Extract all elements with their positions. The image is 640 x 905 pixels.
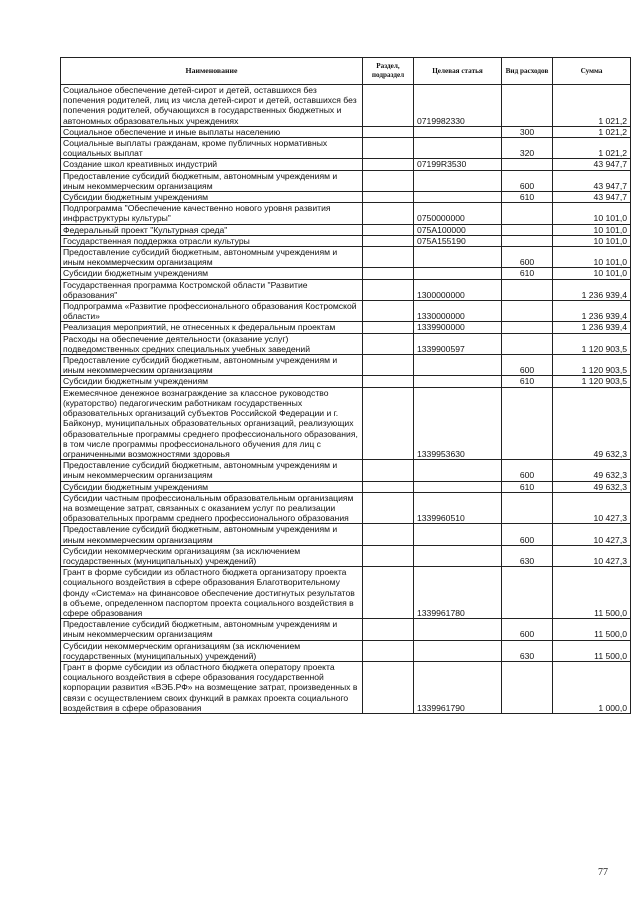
- row-name: Государственная поддержка отрасли культуры: [61, 235, 363, 246]
- row-section: [363, 492, 414, 524]
- row-section: [363, 235, 414, 246]
- table-row: [61, 301, 631, 322]
- row-expense-type: 600: [502, 619, 553, 640]
- row-section: [363, 640, 414, 661]
- row-sum: 49 632,3: [553, 387, 631, 459]
- row-name: Ежемесячное денежное вознаграждение за классное руководство (кураторство) педагогическим работникам государственных образовательных организаций субъектов Российской Федерации и г. Байконур, муниципальных образовательных организаций, реализующих образовательные программы среднего профессионального образования, в том числе программы профессионального обучения для лиц с ограниченными возможностями здоровья: [61, 387, 363, 459]
- row-section: [363, 333, 414, 354]
- row-sum: 10 101,0: [553, 235, 631, 246]
- header-target: Целевая статья: [414, 58, 502, 85]
- row-target-article: [414, 619, 502, 640]
- row-target-article: [414, 460, 502, 481]
- row-sum: 1 021,2: [553, 138, 631, 159]
- row-name: Предоставление субсидий бюджетным, автономным учреждениям и иным некоммерческим организациям: [61, 247, 363, 268]
- row-expense-type: 610: [502, 268, 553, 279]
- row-name: Субсидии некоммерческим организациям (за исключением государственных (муниципальных) учреждений): [61, 640, 363, 661]
- table-row: [61, 524, 631, 545]
- row-sum: 10 427,3: [553, 545, 631, 566]
- row-name: Субсидии бюджетным учреждениям: [61, 481, 363, 492]
- row-expense-type: [502, 322, 553, 333]
- row-sum: 43 947,7: [553, 170, 631, 191]
- row-target-article: [414, 126, 502, 137]
- row-name: Предоставление субсидий бюджетным, автономным учреждениям и иным некоммерческим организациям: [61, 619, 363, 640]
- row-section: [363, 355, 414, 376]
- row-name: Субсидии бюджетным учреждениям: [61, 192, 363, 203]
- row-expense-type: 600: [502, 355, 553, 376]
- row-expense-type: 600: [502, 170, 553, 191]
- row-sum: 1 236 939,4: [553, 279, 631, 300]
- row-section: [363, 322, 414, 333]
- row-section: [363, 192, 414, 203]
- row-section: [363, 224, 414, 235]
- row-expense-type: [502, 661, 553, 713]
- row-name: Предоставление субсидий бюджетным, автономным учреждениям и иным некоммерческим организациям: [61, 524, 363, 545]
- row-sum: 1 120 903,5: [553, 333, 631, 354]
- row-sum: 10 101,0: [553, 224, 631, 235]
- row-target-article: [414, 355, 502, 376]
- row-target-article: [414, 247, 502, 268]
- row-section: [363, 567, 414, 619]
- row-target-article: 0719982330: [414, 85, 502, 127]
- row-expense-type: 630: [502, 545, 553, 566]
- table-row: [61, 492, 631, 524]
- row-target-article: [414, 170, 502, 191]
- row-section: [363, 170, 414, 191]
- row-expense-type: [502, 387, 553, 459]
- table-row: [61, 192, 631, 203]
- row-section: [363, 481, 414, 492]
- row-name: Предоставление субсидий бюджетным, автономным учреждениям и иным некоммерческим организациям: [61, 170, 363, 191]
- row-expense-type: [502, 567, 553, 619]
- row-section: [363, 661, 414, 713]
- row-sum: 10 427,3: [553, 524, 631, 545]
- row-name: Создание школ креативных индустрий: [61, 159, 363, 170]
- row-name: Субсидии частным профессиональным образовательным организациям на возмещение затрат, связанных с оказанием услуг по реализации образовательных программ среднего профессионального образования: [61, 492, 363, 524]
- row-expense-type: [502, 235, 553, 246]
- table-row: [61, 224, 631, 235]
- table-row: [61, 545, 631, 566]
- row-expense-type: 610: [502, 481, 553, 492]
- row-target-article: 1339961780: [414, 567, 502, 619]
- table-row: [61, 376, 631, 387]
- row-name: Социальные выплаты гражданам, кроме публичных нормативных социальных выплат: [61, 138, 363, 159]
- row-target-article: [414, 481, 502, 492]
- row-target-article: [414, 545, 502, 566]
- row-name: Предоставление субсидий бюджетным, автономным учреждениям и иным некоммерческим организациям: [61, 355, 363, 376]
- row-sum: 10 101,0: [553, 247, 631, 268]
- table-row: [61, 661, 631, 713]
- row-sum: 1 236 939,4: [553, 301, 631, 322]
- budget-table: [60, 57, 631, 714]
- row-expense-type: [502, 85, 553, 127]
- row-name: Федеральный проект "Культурная среда": [61, 224, 363, 235]
- row-target-article: 075A100000: [414, 224, 502, 235]
- row-name: Реализация мероприятий, не отнесенных к федеральным проектам: [61, 322, 363, 333]
- row-target-article: 07199R3530: [414, 159, 502, 170]
- row-sum: 49 632,3: [553, 481, 631, 492]
- row-sum: 1 000,0: [553, 661, 631, 713]
- row-sum: 11 500,0: [553, 567, 631, 619]
- row-expense-type: [502, 492, 553, 524]
- row-expense-type: [502, 159, 553, 170]
- table-row: [61, 268, 631, 279]
- row-name: Государственная программа Костромской области "Развитие образования": [61, 279, 363, 300]
- header-name: Наименование: [61, 58, 363, 85]
- row-target-article: [414, 640, 502, 661]
- row-name: Грант в форме субсидии из областного бюджета оператору проекта социального воздействия в сфере образования государственной корпорации развития «ВЭБ.РФ» на возмещение затрат, произведенных в связи с осуществлением своих функций в рамках проекта социального воздействия в сфере образования: [61, 661, 363, 713]
- row-section: [363, 279, 414, 300]
- row-name: Подпрограмма «Развитие профессионального образования Костромской области»: [61, 301, 363, 322]
- budget-document: [60, 57, 630, 714]
- row-section: [363, 268, 414, 279]
- row-sum: 1 021,2: [553, 85, 631, 127]
- table-body: [61, 85, 631, 714]
- row-name: Предоставление субсидий бюджетным, автономным учреждениям и иным некоммерческим организациям: [61, 460, 363, 481]
- row-name: Подпрограмма "Обеспечение качественно нового уровня развития инфраструктуры культуры": [61, 203, 363, 224]
- table-row: [61, 460, 631, 481]
- row-target-article: 1339960510: [414, 492, 502, 524]
- table-row: [61, 481, 631, 492]
- row-expense-type: 300: [502, 126, 553, 137]
- table-row: [61, 203, 631, 224]
- table-row: [61, 247, 631, 268]
- table-row: [61, 138, 631, 159]
- row-section: [363, 619, 414, 640]
- row-target-article: 1339961790: [414, 661, 502, 713]
- row-target-article: [414, 268, 502, 279]
- row-expense-type: [502, 333, 553, 354]
- row-target-article: 075A155190: [414, 235, 502, 246]
- row-name: Социальное обеспечение детей-сирот и детей, оставшихся без попечения родителей, лиц из числа детей-сирот и детей, оставшихся без попечения родителей, обучающихся в государственных бюджетных и автономных образовательных учреждениях: [61, 85, 363, 127]
- row-name: Расходы на обеспечение деятельности (оказание услуг) подведомственных средних специальных учебных заведений: [61, 333, 363, 354]
- row-target-article: [414, 192, 502, 203]
- header-section: Раздел, подраздел: [363, 58, 414, 85]
- table-row: [61, 567, 631, 619]
- row-target-article: 0750000000: [414, 203, 502, 224]
- row-target-article: 1339953630: [414, 387, 502, 459]
- row-sum: 43 947,7: [553, 192, 631, 203]
- row-section: [363, 247, 414, 268]
- row-sum: 1 021,2: [553, 126, 631, 137]
- row-expense-type: [502, 224, 553, 235]
- table-row: [61, 279, 631, 300]
- table-row: [61, 170, 631, 191]
- row-expense-type: 600: [502, 460, 553, 481]
- row-section: [363, 524, 414, 545]
- table-row: [61, 322, 631, 333]
- table-row: [61, 355, 631, 376]
- row-expense-type: 610: [502, 192, 553, 203]
- row-sum: 11 500,0: [553, 619, 631, 640]
- row-expense-type: [502, 203, 553, 224]
- row-sum: 49 632,3: [553, 460, 631, 481]
- row-target-article: 1300000000: [414, 279, 502, 300]
- row-expense-type: 610: [502, 376, 553, 387]
- row-section: [363, 126, 414, 137]
- row-expense-type: [502, 301, 553, 322]
- table-header-row: [61, 58, 631, 85]
- row-target-article: 1339900000: [414, 322, 502, 333]
- page-number: 77: [598, 867, 608, 878]
- row-section: [363, 301, 414, 322]
- row-sum: 10 101,0: [553, 268, 631, 279]
- row-section: [363, 85, 414, 127]
- row-expense-type: [502, 279, 553, 300]
- header-sum: Сумма: [553, 58, 631, 85]
- row-target-article: 1330000000: [414, 301, 502, 322]
- row-expense-type: 630: [502, 640, 553, 661]
- row-section: [363, 387, 414, 459]
- row-target-article: [414, 138, 502, 159]
- row-expense-type: 600: [502, 524, 553, 545]
- row-sum: 10 101,0: [553, 203, 631, 224]
- row-expense-type: 320: [502, 138, 553, 159]
- row-sum: 10 427,3: [553, 492, 631, 524]
- header-expense-type: Вид расходов: [502, 58, 553, 85]
- table-row: [61, 126, 631, 137]
- row-target-article: [414, 376, 502, 387]
- row-section: [363, 545, 414, 566]
- row-target-article: [414, 524, 502, 545]
- row-name: Субсидии бюджетным учреждениям: [61, 376, 363, 387]
- row-sum: 1 236 939,4: [553, 322, 631, 333]
- table-row: [61, 235, 631, 246]
- row-sum: 43 947,7: [553, 159, 631, 170]
- row-expense-type: 600: [502, 247, 553, 268]
- row-sum: 11 500,0: [553, 640, 631, 661]
- row-section: [363, 376, 414, 387]
- row-name: Субсидии бюджетным учреждениям: [61, 268, 363, 279]
- table-row: [61, 333, 631, 354]
- row-name: Социальное обеспечение и иные выплаты населению: [61, 126, 363, 137]
- row-section: [363, 460, 414, 481]
- table-row: [61, 619, 631, 640]
- row-target-article: 1339900597: [414, 333, 502, 354]
- row-section: [363, 138, 414, 159]
- table-row: [61, 640, 631, 661]
- row-section: [363, 203, 414, 224]
- table-row: [61, 159, 631, 170]
- row-sum: 1 120 903,5: [553, 355, 631, 376]
- row-name: Грант в форме субсидии из областного бюджета организатору проекта социального воздействия в сфере образования Благотворительному фонду «Система» на финансовое обеспечение достигнутых результатов в объеме, определенном паспортом проекта социального воздействия в сфере образования: [61, 567, 363, 619]
- table-row: [61, 387, 631, 459]
- row-name: Субсидии некоммерческим организациям (за исключением государственных (муниципальных) учреждений): [61, 545, 363, 566]
- row-sum: 1 120 903,5: [553, 376, 631, 387]
- table-row: [61, 85, 631, 127]
- row-section: [363, 159, 414, 170]
